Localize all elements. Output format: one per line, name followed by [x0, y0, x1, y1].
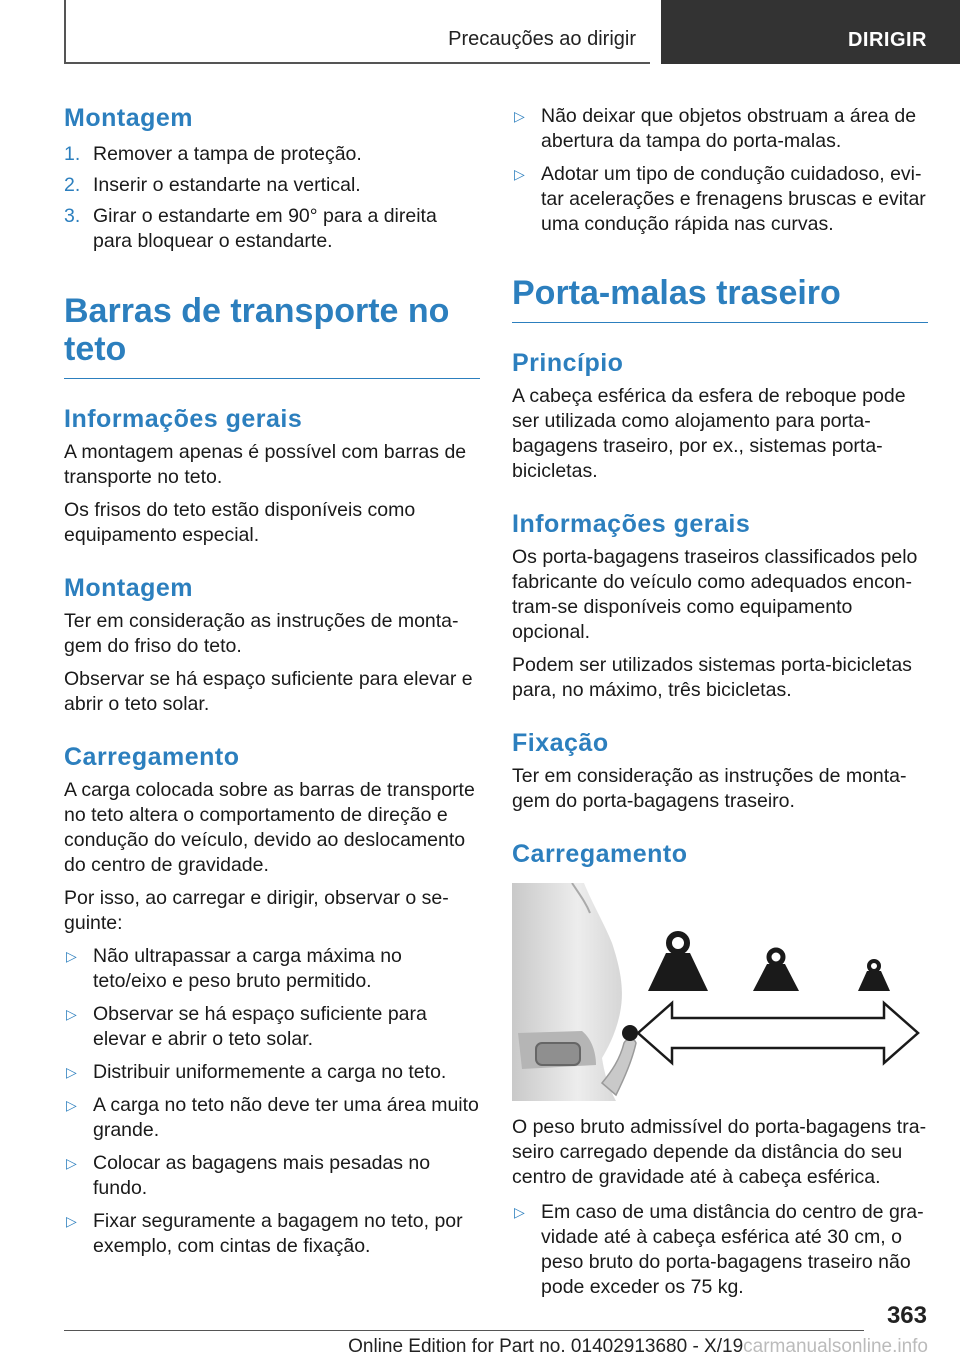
triangle-bullet-icon: ▷ [66, 1213, 77, 1229]
triangle-bullet-icon: ▷ [66, 1155, 77, 1171]
list-item: ▷ Fixar seguramente a bagagem no teto, por exemplo, com cintas de fixação. [66, 1210, 463, 1257]
weight-large-icon [648, 953, 708, 991]
paragraph: A carga colocada sobre as barras de transporte no teto altera o comportamento de direção e condução do veículo, devido ao deslocamento do centro de gravidade. [64, 779, 475, 876]
heading-fixacao: Fixação [512, 729, 609, 757]
left-column [64, 100, 480, 1259]
step-item: 1. Remover a tampa de proteção. [64, 143, 362, 165]
triangle-bullet-icon: ▷ [66, 1097, 77, 1113]
bullet-list [512, 1200, 928, 1300]
paragraph: Os frisos do teto estão disponíveis como equipamento especial. [64, 499, 416, 546]
chapter-tab-label: DIRIGIR [847, 29, 927, 51]
triangle-bullet-icon: ▷ [514, 1204, 525, 1220]
triangle-bullet-icon: ▷ [514, 166, 525, 182]
bullet-list [64, 944, 480, 1259]
heading-barras-transporte: Barras de transporte no teto [64, 292, 480, 379]
heading-montagem-2: Montagem [64, 574, 193, 602]
list-item: ▷ Colocar as bagagens mais pesadas no fundo. [66, 1152, 431, 1199]
tow-hitch-load-illustration [512, 883, 928, 1101]
paragraph: Por isso, ao carregar e dirigir, observar o seguinte: [64, 887, 449, 934]
heading-porta-malas-traseiro: Porta-malas traseiro [512, 274, 928, 323]
paragraph: A montagem apenas é possível com barras de transporte no teto. [64, 441, 467, 488]
paragraph: Os porta-bagagens traseiros classificados pelo fabricante do veículo como adequados encontram-se disponíveis como equipamento opcional. [512, 546, 918, 643]
list-item: ▷ Não deixar que objetos obstruam a área de abertura da tampa do porta-malas. [514, 105, 917, 152]
list-item: ▷ Não ultrapassar a carga máxima no teto/eixo e peso bruto permitido. [66, 945, 402, 992]
header-rule-horizontal [64, 62, 650, 64]
heading-carregamento-reboque: Carregamento [512, 840, 688, 868]
montagem-steps [64, 142, 480, 254]
paragraph: O peso bruto admissível do porta-bagagens traseiro carregado depende da distância do seu centro de gravidade até à cabeça esférica. [512, 1116, 927, 1188]
step-item: 3. Girar o estandarte em 90° para a direita para bloquear o estandarte. [64, 205, 437, 252]
list-item: ▷ A carga no teto não deve ter uma área muito grande. [66, 1094, 479, 1141]
list-item: ▷ Adotar um tipo de condução cuidadoso, evitar acelerações e frenagens bruscas e evitar uma condução rápida nas curvas. [514, 163, 926, 235]
heading-montagem-1: Montagem [64, 104, 193, 132]
paragraph: Ter em consideração as instruções de montagem do porta-bagagens traseiro. [512, 765, 907, 812]
header-section-title: Precauções ao dirigir [448, 28, 636, 50]
weight-small-handle [869, 961, 879, 971]
triangle-bullet-icon: ▷ [66, 1006, 77, 1022]
paragraph: A cabeça esférica da esfera de reboque pode ser utilizada como alojamento para porta-bagagens traseiro, por ex., sistemas porta-bicicletas. [512, 385, 906, 482]
list-item: ▷ Em caso de uma distância do centro de gravidade até à cabeça esférica até 30 cm, o peso bruto do porta-bagagens traseiro não pode exceder os 75 kg. [514, 1201, 924, 1298]
list-item: ▷ Distribuir uniformemente a carga no teto. [66, 1061, 447, 1083]
exhaust-pipe [536, 1043, 580, 1065]
step-item: 2. Inserir o estandarte na vertical. [64, 174, 361, 196]
heading-principio: Princípio [512, 349, 624, 377]
paragraph: Ter em consideração as instruções de montagem do friso do teto. [64, 610, 459, 657]
distance-double-arrow [638, 1003, 918, 1063]
weight-large-handle [669, 934, 687, 952]
footer-rule [64, 1330, 864, 1331]
heading-carregamento-teto: Carregamento [64, 743, 240, 771]
weight-medium-handle [769, 950, 783, 964]
triangle-bullet-icon: ▷ [514, 108, 525, 124]
watermark: carmanualsonline.info [743, 1336, 928, 1357]
triangle-bullet-icon: ▷ [66, 1064, 77, 1080]
triangle-bullet-icon: ▷ [66, 948, 77, 964]
weight-small-icon [858, 971, 890, 991]
bullet-list [512, 104, 928, 237]
footer-edition: Online Edition for Part no. 01402913680 - X/19carmanualsonline.info [348, 1336, 928, 1357]
list-item: ▷ Observar se há espaço suficiente para elevar e abrir o teto solar. [66, 1003, 427, 1050]
weight-medium-icon [753, 964, 799, 991]
paragraph: Podem ser utilizados sistemas porta-bicicletas para, no máximo, três bicicletas. [512, 654, 912, 701]
paragraph: Observar se há espaço suficiente para elevar e abrir o teto solar. [64, 668, 473, 715]
heading-informacoes-gerais: Informações gerais [64, 405, 303, 433]
page-number: 363 [886, 1302, 927, 1329]
heading-informacoes-gerais-2: Informações gerais [512, 510, 751, 538]
tow-ball [622, 1025, 638, 1041]
chapter-tab [661, 0, 960, 64]
right-column [512, 100, 928, 1300]
